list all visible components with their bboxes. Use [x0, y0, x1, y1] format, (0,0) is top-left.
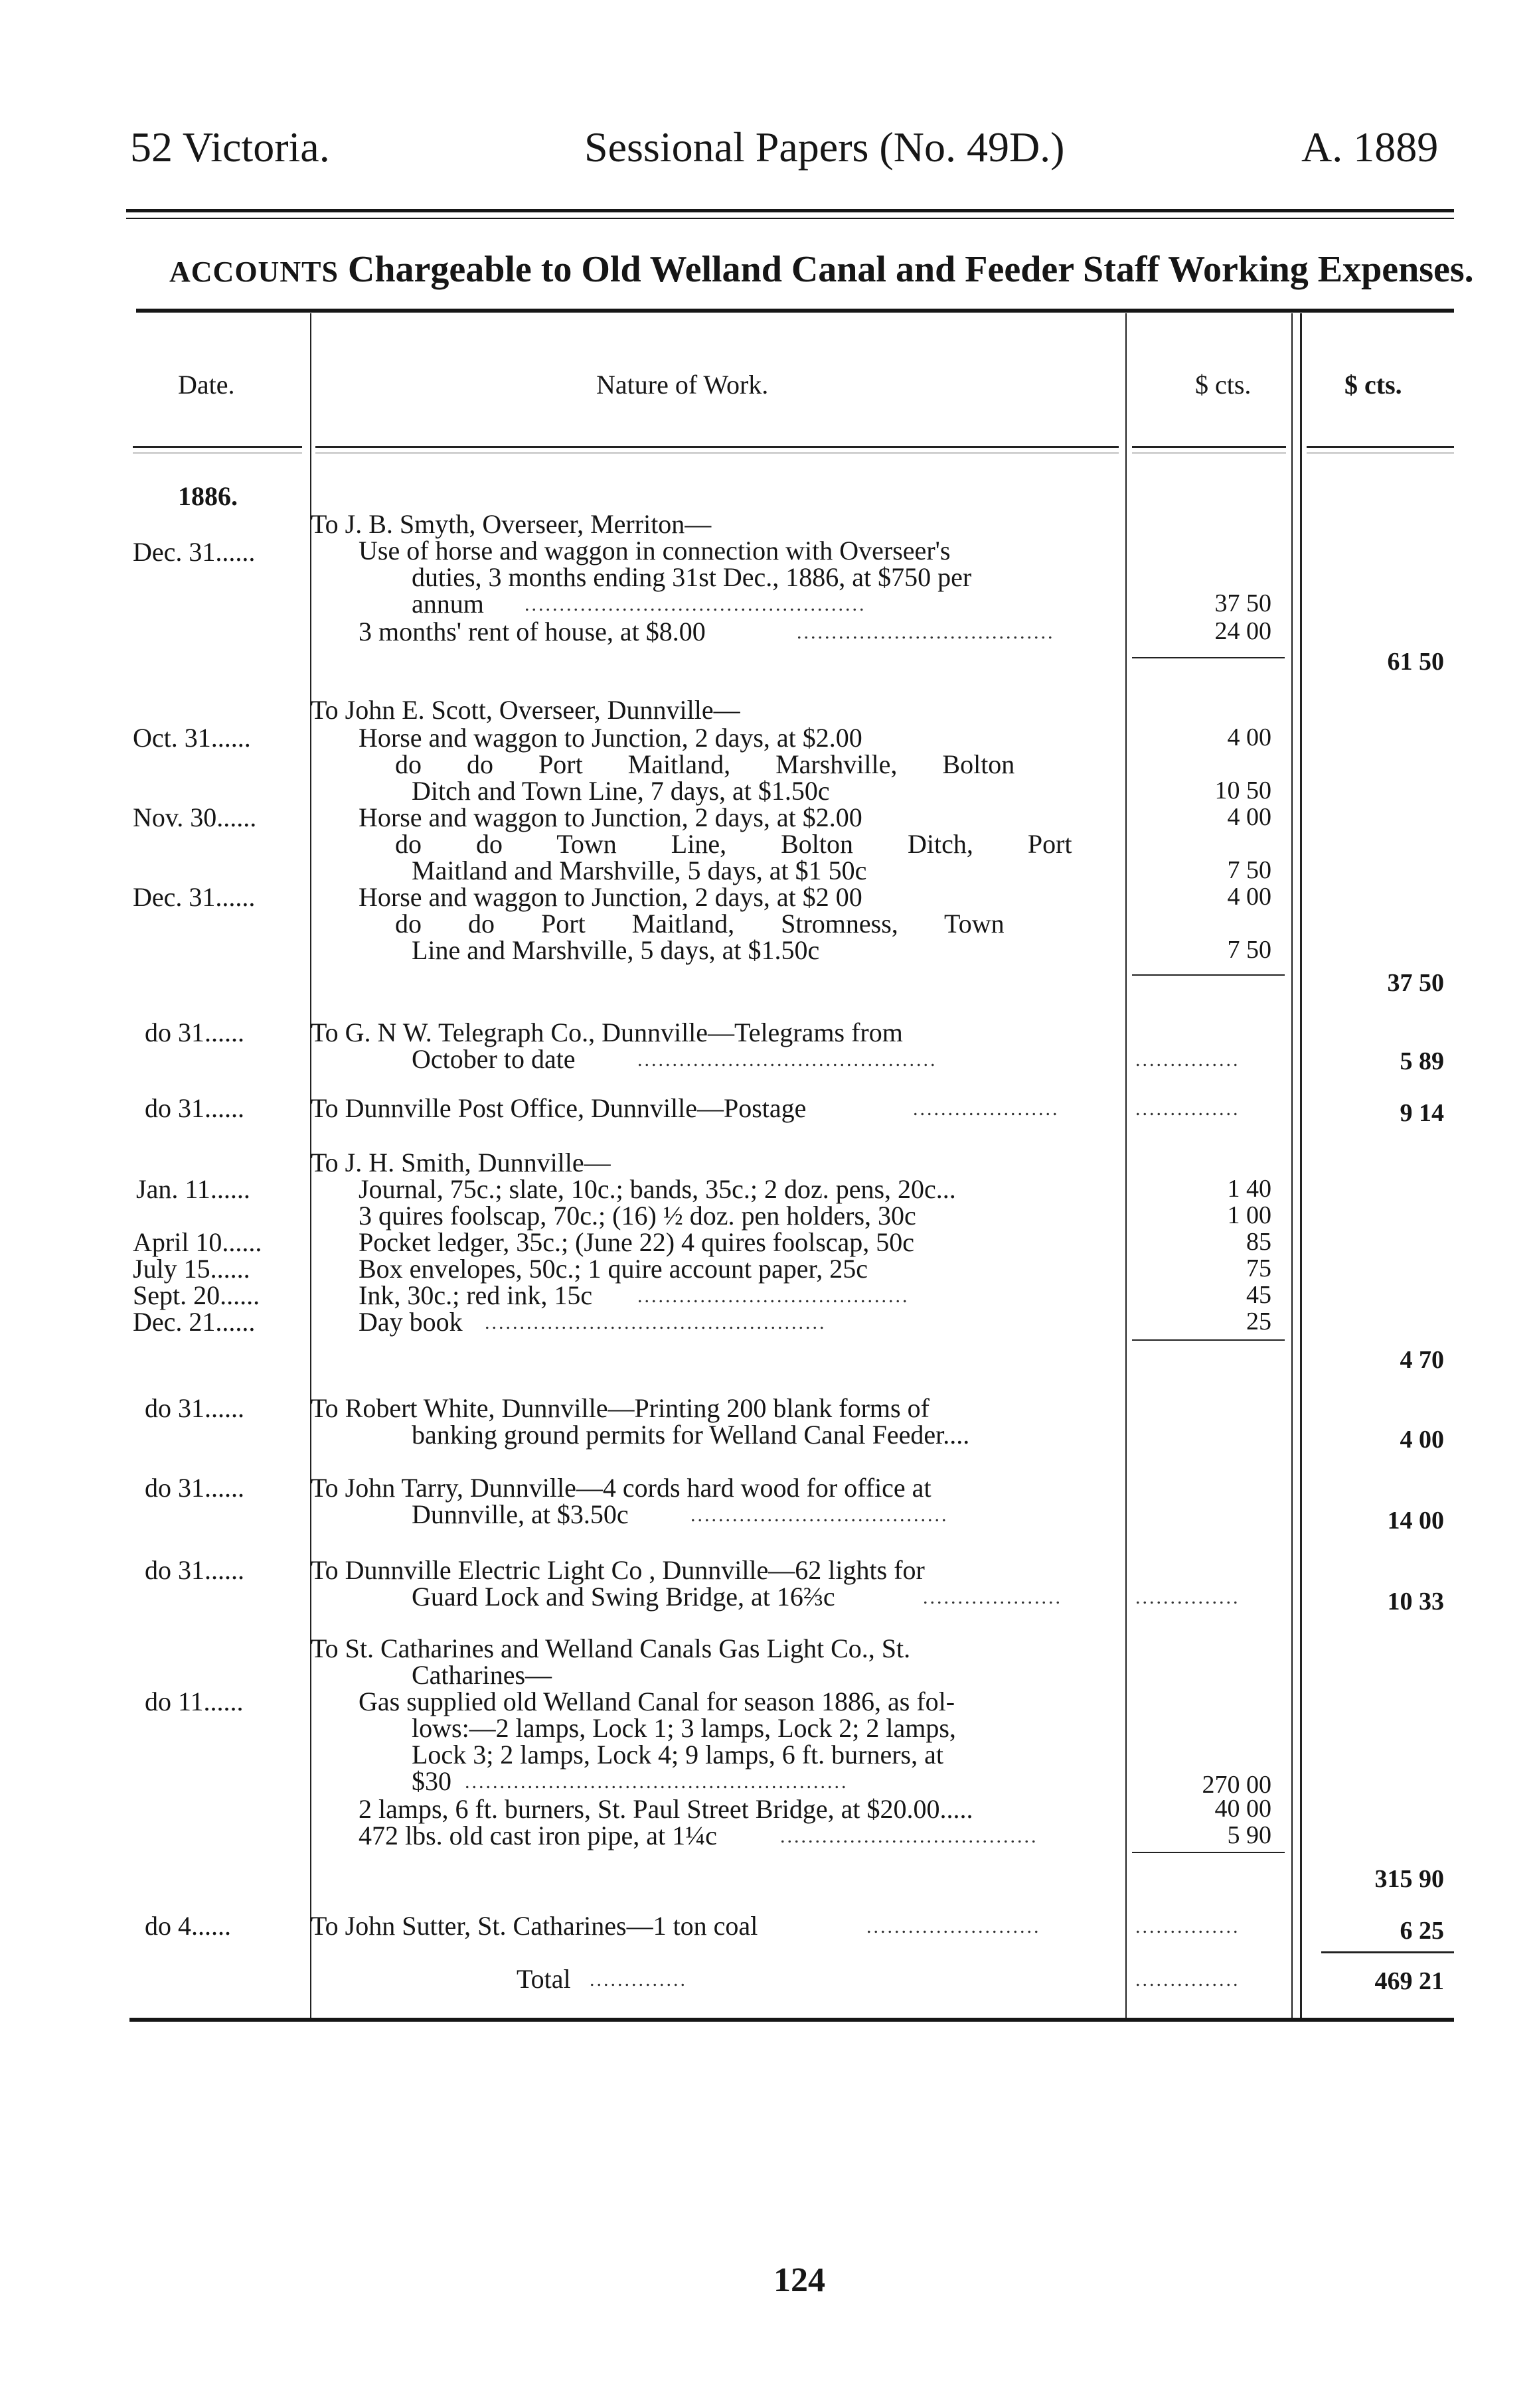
entry-total: 9 14 [1400, 1099, 1444, 1127]
column-header-cts2: $ cts. [1344, 370, 1402, 400]
entry-date: Oct. 31...... [133, 723, 251, 753]
amount: 24 00 [1214, 617, 1271, 645]
column-header-cts1: $ cts. [1195, 370, 1252, 400]
amount: 37 50 [1214, 589, 1271, 617]
amount: 75 [1246, 1254, 1271, 1282]
leader-dots: ........................................... [637, 1049, 937, 1071]
amount: 25 [1246, 1308, 1271, 1335]
leader-dots: ..................................... [690, 1504, 949, 1526]
grand-total: 469 21 [1374, 1967, 1444, 1995]
amount: 40 00 [1214, 1795, 1271, 1823]
total-label: Total [517, 1964, 571, 1994]
entry-payee: To J. H. Smith, Dunnville— [311, 1148, 611, 1177]
page-number: 124 [773, 2261, 825, 2299]
entry-line: To G. N W. Telegraph Co., Dunnville—Telegrams from [311, 1017, 903, 1047]
entry-line: Box envelopes, 50c.; 1 quire account paper, 25c [359, 1254, 868, 1284]
subtotal-rule [1132, 974, 1285, 976]
entry-payee: To John E. Scott, Overseer, Dunnville— [311, 695, 740, 725]
title-rest: Chargeable to Old Welland Canal and Feeder Staff Working Expenses. [347, 249, 1474, 290]
subtotal-rule [1132, 1852, 1285, 1853]
entry-line: Line and Marshville, 5 days, at $1.50c [412, 935, 820, 965]
entry-line: To John Tarry, Dunnville—4 cords hard wood for office at [311, 1473, 932, 1503]
entry-date: do 4...... [145, 1911, 231, 1941]
leader-dots: ............... [1135, 1586, 1240, 1608]
header-rule-thin [126, 218, 1454, 219]
entry-line: October to date [412, 1044, 576, 1074]
entry-line: 472 lbs. old cast iron pipe, at 1¼c [359, 1821, 717, 1850]
entry-line: Horse and waggon to Junction, 2 days, at $2.00 [359, 723, 862, 753]
entry-line: Day book [359, 1307, 463, 1337]
amount: 5 90 [1227, 1821, 1271, 1849]
entry-date: do 31...... [145, 1393, 244, 1423]
leader-dots: ....................................................... [465, 1771, 849, 1793]
entry-total: 6 25 [1400, 1917, 1444, 1945]
amount: 4 00 [1227, 803, 1271, 831]
leader-dots: ..................................... [780, 1825, 1038, 1847]
entry-line: Lock 3; 2 lamps, Lock 4; 9 lamps, 6 ft. burners, at [412, 1740, 943, 1769]
header-underline-cts1 [1132, 446, 1286, 448]
entry-line: To Dunnville Post Office, Dunnville—Postage [311, 1093, 807, 1123]
entry-total: 4 00 [1400, 1426, 1444, 1454]
column-header-nature: Nature of Work. [596, 370, 769, 400]
amount: 1 40 [1227, 1175, 1271, 1203]
title-smallcaps: ACCOUNTS [169, 256, 339, 288]
header-underline-nature [315, 446, 1119, 448]
amount: 270 00 [1202, 1771, 1271, 1799]
entry-date: do 11...... [145, 1687, 244, 1716]
entry-date: Jan. 11...... [136, 1174, 250, 1204]
entry-date: Dec. 31...... [133, 882, 256, 912]
leader-dots: ..................................... [797, 621, 1055, 643]
entry-date: do 31...... [145, 1093, 244, 1123]
entry-total: 10 33 [1387, 1588, 1444, 1616]
entry-date: April 10...... [133, 1227, 262, 1257]
header-underline-cts2 [1307, 446, 1454, 448]
column-divider-nature [1125, 313, 1127, 2019]
leader-dots: ............... [1135, 1098, 1240, 1120]
subtotal-rule [1132, 657, 1285, 658]
table-bottom-rule [129, 2018, 1454, 2022]
column-divider-cts1-double [1300, 313, 1302, 2019]
entry-date: do 31...... [145, 1473, 244, 1503]
entry-total: 315 90 [1374, 1865, 1444, 1893]
entry-total: 14 00 [1387, 1507, 1444, 1535]
entry-line: 3 quires foolscap, 70c.; (16) ½ doz. pen holders, 30c [359, 1201, 916, 1231]
entry-line: Dunnville, at $3.50c [412, 1499, 629, 1529]
entry-line: lows:—2 lamps, Lock 1; 3 lamps, Lock 2; 2 lamps, [412, 1713, 956, 1743]
entry-year: 1886. [178, 481, 238, 511]
entry-line: Guard Lock and Swing Bridge, at 16⅔c [412, 1582, 835, 1612]
header-rule-thick [126, 209, 1454, 212]
entry-total: 4 70 [1400, 1346, 1444, 1374]
leader-dots: ............... [1135, 1916, 1240, 1937]
amount: 7 50 [1227, 936, 1271, 964]
leader-dots: ......................... [866, 1916, 1041, 1937]
leader-dots: ................................................. [485, 1312, 827, 1333]
leader-dots: ....................................... [637, 1285, 910, 1307]
amount: 1 00 [1227, 1201, 1271, 1229]
column-header-date: Date. [178, 370, 235, 400]
entry-line: Catharines— [412, 1660, 552, 1690]
entry-line: To John Sutter, St. Catharines—1 ton coal [311, 1911, 758, 1941]
entry-line: Journal, 75c.; slate, 10c.; bands, 35c.; 2 doz. pens, 20c... [359, 1174, 956, 1204]
leader-dots: ............... [1135, 1049, 1240, 1071]
entry-line: do do Port Maitland, Stromness, Town [395, 909, 1005, 939]
entry-line: Use of horse and waggon in connection with Overseer's [359, 536, 951, 565]
entry-line: To St. Catharines and Welland Canals Gas Light Co., St. [311, 1633, 911, 1663]
entry-line: To Dunnville Electric Light Co , Dunnville—62 lights for [311, 1555, 925, 1585]
entry-total: 5 89 [1400, 1047, 1444, 1075]
entry-date: Sept. 20...... [133, 1280, 260, 1310]
amount: 4 00 [1227, 723, 1271, 751]
leader-dots: .................... [923, 1586, 1062, 1608]
entry-line: Horse and waggon to Junction, 2 days, at $2 00 [359, 882, 862, 912]
entry-line: do do Town Line, Bolton Ditch, Port [395, 829, 1072, 859]
entry-payee: To J. B. Smyth, Overseer, Merriton— [311, 509, 712, 539]
entry-date: do 31...... [145, 1555, 244, 1585]
entry-line: $30 [412, 1766, 451, 1796]
amount: 85 [1246, 1228, 1271, 1256]
column-divider-cts1 [1291, 313, 1293, 2019]
amount: 7 50 [1227, 856, 1271, 884]
header-underline-date [133, 446, 302, 448]
leader-dots: .............. [590, 1969, 687, 1991]
title-rule [136, 309, 1454, 313]
leader-dots: ................................................. [525, 593, 866, 615]
amount: 45 [1246, 1281, 1271, 1309]
subtotal-rule [1132, 1339, 1285, 1341]
header-sessional-papers: Sessional Papers (No. 49D.) [584, 123, 1065, 171]
entry-line: banking ground permits for Welland Canal Feeder.... [412, 1420, 970, 1450]
entry-line: 3 months' rent of house, at $8.00 [359, 617, 706, 646]
entry-line: Ditch and Town Line, 7 days, at $1.50c [412, 776, 830, 806]
entry-line: Pocket ledger, 35c.; (June 22) 4 quires foolscap, 50c [359, 1227, 915, 1257]
entry-date: do 31...... [145, 1017, 244, 1047]
entry-date: Dec. 31...... [133, 537, 256, 567]
entry-line: Maitland and Marshville, 5 days, at $1 50c [412, 856, 867, 885]
entry-line: Horse and waggon to Junction, 2 days, at $2.00 [359, 802, 862, 832]
entry-line: annum [412, 589, 484, 619]
entry-date: Dec. 21...... [133, 1307, 256, 1337]
entry-total: 37 50 [1387, 969, 1444, 997]
entry-line: duties, 3 months ending 31st Dec., 1886, at $750 per [412, 562, 972, 592]
table-title [169, 249, 1474, 290]
entry-line: Ink, 30c.; red ink, 15c [359, 1280, 593, 1310]
entry-line: do do Port Maitland, Marshville, Bolton [395, 749, 1015, 779]
entry-date: July 15...... [133, 1254, 250, 1284]
leader-dots: ............... [1135, 1969, 1240, 1991]
total-rule [1321, 1951, 1454, 1953]
entry-total: 61 50 [1387, 648, 1444, 676]
entry-line: Gas supplied old Welland Canal for season 1886, as fol- [359, 1687, 955, 1716]
amount: 10 50 [1214, 777, 1271, 804]
header-year: A. 1889 [1301, 123, 1439, 171]
header-session: 52 Victoria. [130, 123, 330, 171]
entry-line: To Robert White, Dunnville—Printing 200 blank forms of [311, 1393, 930, 1423]
amount: 4 00 [1227, 883, 1271, 911]
entry-date: Nov. 30...... [133, 802, 257, 832]
entry-line: 2 lamps, 6 ft. burners, St. Paul Street Bridge, at $20.00..... [359, 1794, 973, 1824]
leader-dots: ..................... [913, 1098, 1060, 1120]
